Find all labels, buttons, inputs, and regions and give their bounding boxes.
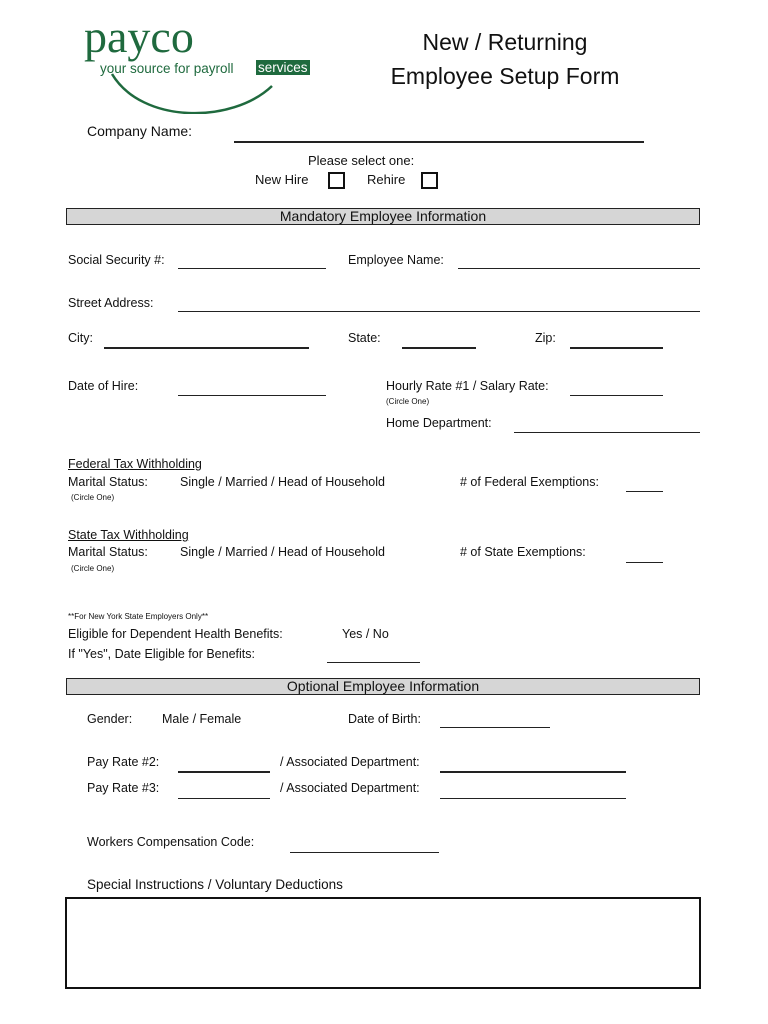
pay-rate-3-label: Pay Rate #3: xyxy=(87,781,160,795)
city-field[interactable] xyxy=(104,347,309,349)
date-of-birth-field[interactable] xyxy=(440,727,550,728)
state-tax-heading: State Tax Withholding xyxy=(68,528,189,542)
workers-comp-field[interactable] xyxy=(290,852,439,853)
form-title-line2: Employee Setup Form xyxy=(390,63,620,89)
assoc-dept-2-label: / Associated Department: xyxy=(280,755,420,769)
pay-rate-2-field[interactable] xyxy=(178,771,270,773)
special-instructions-box[interactable] xyxy=(65,897,701,989)
select-prompt: Please select one: xyxy=(308,153,415,168)
pay-rate-3-field[interactable] xyxy=(178,798,270,799)
employee-name-label: Employee Name: xyxy=(348,253,444,267)
date-of-hire-field[interactable] xyxy=(178,395,326,396)
federal-exemptions-field[interactable] xyxy=(626,491,663,492)
mandatory-section-header: Mandatory Employee Information xyxy=(66,208,700,225)
gender-options[interactable]: Male / Female xyxy=(162,712,242,726)
employee-name-field[interactable] xyxy=(458,268,700,269)
pay-rate-2-label: Pay Rate #2: xyxy=(87,755,160,769)
new-hire-checkbox[interactable] xyxy=(328,172,345,189)
zip-label: Zip: xyxy=(535,331,556,345)
hourly-rate-circle-one: (Circle One) xyxy=(386,397,430,406)
federal-marital-options[interactable]: Single / Married / Head of Household xyxy=(180,475,385,489)
eligible-health-label: Eligible for Dependent Health Benefits: xyxy=(68,627,283,641)
if-yes-date-label: If "Yes", Date Eligible for Benefits: xyxy=(68,647,255,661)
workers-comp-label: Workers Compensation Code: xyxy=(87,835,255,849)
state-exemptions-label: # of State Exemptions: xyxy=(460,545,586,559)
assoc-dept-2-field[interactable] xyxy=(440,771,626,773)
federal-marital-label: Marital Status: xyxy=(68,475,148,489)
rehire-label: Rehire xyxy=(367,172,406,187)
state-marital-options[interactable]: Single / Married / Head of Household xyxy=(180,545,385,559)
ssn-label: Social Security #: xyxy=(68,253,165,267)
city-label: City: xyxy=(68,331,93,345)
federal-exemptions-label: # of Federal Exemptions: xyxy=(460,475,599,489)
state-marital-label: Marital Status: xyxy=(68,545,148,559)
date-of-birth-label: Date of Birth: xyxy=(348,712,421,726)
company-name-field[interactable] xyxy=(234,141,644,143)
home-department-field[interactable] xyxy=(514,432,700,433)
optional-section-header: Optional Employee Information xyxy=(66,678,700,695)
hourly-rate-field[interactable] xyxy=(570,395,663,396)
logo-tagline-box: services xyxy=(258,60,308,75)
federal-circle-one: (Circle One) xyxy=(71,493,115,502)
special-instructions-label: Special Instructions / Voluntary Deductions xyxy=(87,877,343,892)
form-title-line1: New / Returning xyxy=(422,29,588,55)
new-hire-label: New Hire xyxy=(255,172,309,187)
street-address-field[interactable] xyxy=(178,311,700,312)
company-name-label: Company Name: xyxy=(87,123,193,139)
gender-label: Gender: xyxy=(87,712,133,726)
assoc-dept-3-label: / Associated Department: xyxy=(280,781,420,795)
benefits-date-field[interactable] xyxy=(327,662,420,663)
date-of-hire-label: Date of Hire: xyxy=(68,379,139,393)
home-department-label: Home Department: xyxy=(386,416,492,430)
state-circle-one: (Circle One) xyxy=(71,564,115,573)
eligible-health-yes-no[interactable]: Yes / No xyxy=(342,627,389,641)
federal-tax-heading: Federal Tax Withholding xyxy=(68,457,202,471)
rehire-checkbox[interactable] xyxy=(421,172,438,189)
logo-brand: payco xyxy=(84,11,194,62)
assoc-dept-3-field[interactable] xyxy=(440,798,626,799)
hourly-rate-label: Hourly Rate #1 / Salary Rate: xyxy=(386,379,549,393)
state-exemptions-field[interactable] xyxy=(626,562,663,563)
payco-logo xyxy=(82,11,322,114)
state-field[interactable] xyxy=(402,347,476,349)
logo-tagline: your source for payroll xyxy=(100,61,234,76)
zip-field[interactable] xyxy=(570,347,663,349)
street-address-label: Street Address: xyxy=(68,296,154,310)
ssn-field[interactable] xyxy=(178,268,326,269)
state-label: State: xyxy=(348,331,381,345)
ny-employers-note: **For New York State Employers Only** xyxy=(68,612,209,621)
